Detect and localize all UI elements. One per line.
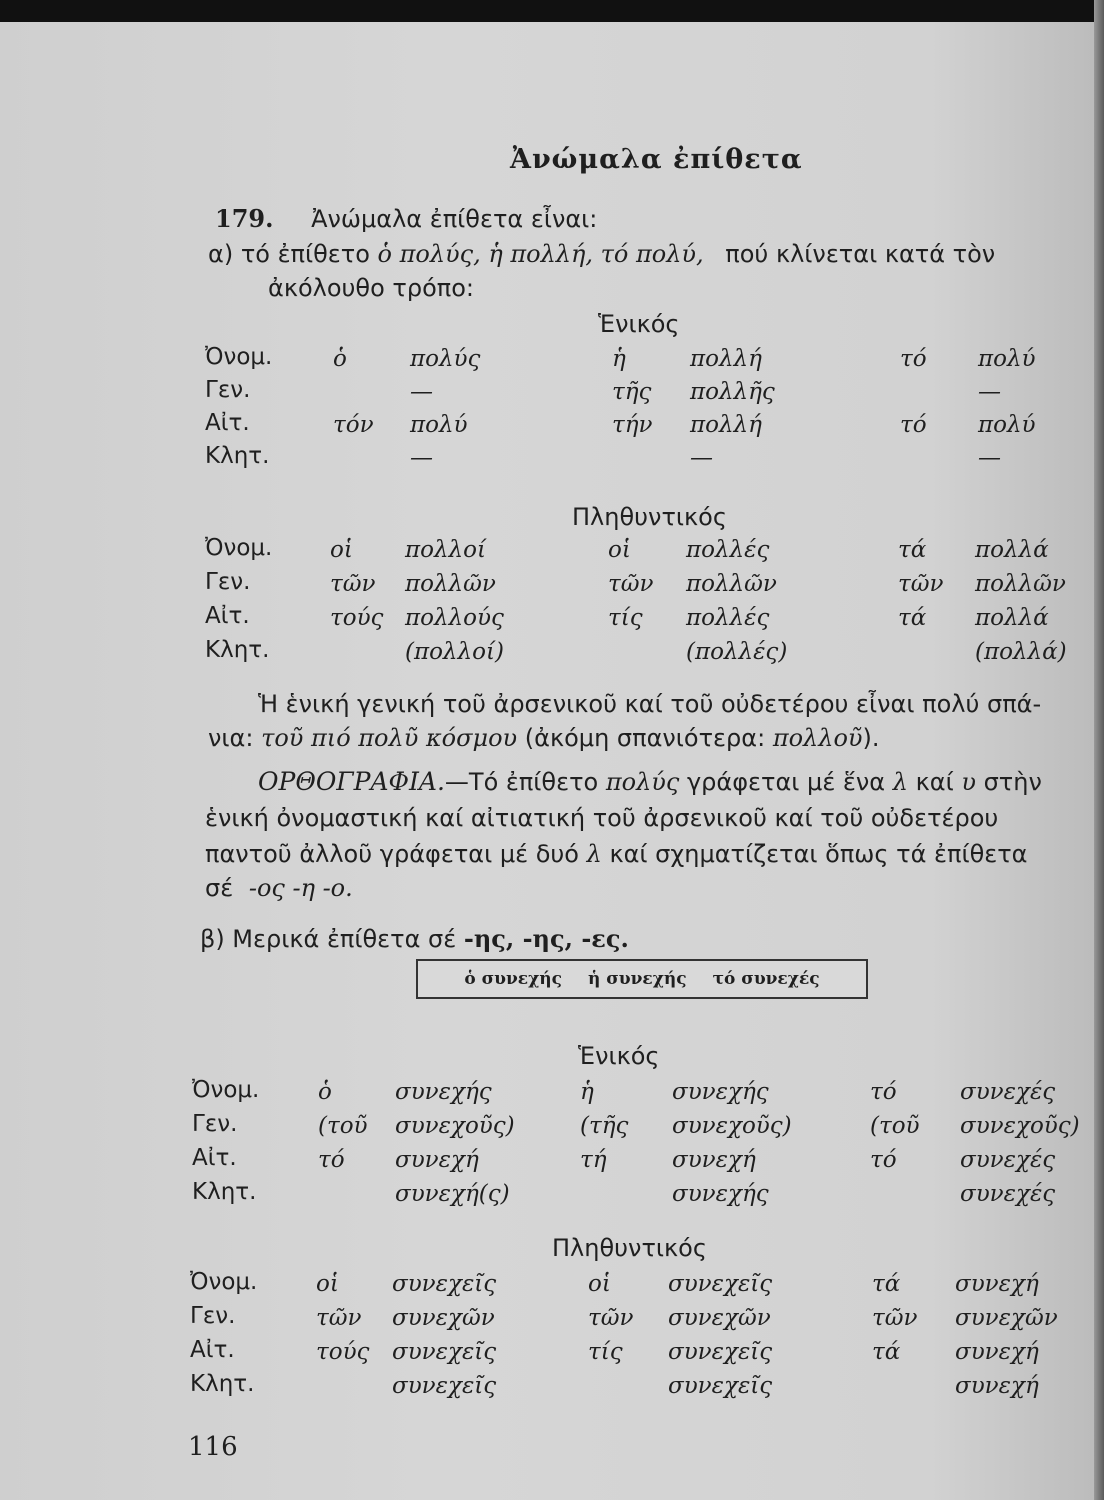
scan-top-edge [0,0,1104,22]
ortho-line1-a: —Τό ἐπίθετο [444,768,599,796]
page-number: 116 [188,1432,238,1462]
form-cell: συνεχή [672,1147,756,1173]
item-a-line1 [208,240,995,268]
box-masculine: ὁ συνεχής [464,969,562,989]
form-cell: — [978,445,1001,471]
form-cell: συνεχῶν [668,1305,771,1331]
ortho-line4-a: σέ [205,874,234,902]
article-cell: ἡ [580,1079,594,1105]
form-cell: συνεχές [960,1079,1056,1105]
ortho-line1-c: γράφεται μέ ἕνα [686,768,886,796]
form-cell: συνεχοῦς) [960,1113,1080,1139]
item-b-endings: -ης, -ης, -ες. [463,924,629,953]
form-cell: συνεχοῦς) [672,1113,792,1139]
article-cell: οἱ [316,1271,339,1297]
article-cell: τό [870,1079,897,1105]
form-cell: πολλῶν [405,571,496,597]
article-cell: τό [900,346,927,372]
row-label: Γεν. [205,377,251,403]
row-label: Γεν. [205,569,251,595]
row-label: Γεν. [190,1303,236,1329]
note-rare-form: πολλοῦ [772,724,863,752]
row-label: Κλητ. [192,1179,257,1205]
paradigm-box [416,959,868,999]
item-a-rest: πού κλίνεται κατά τὸν [725,240,996,268]
article-cell: τῶν [316,1305,362,1331]
article-cell: τά [872,1271,901,1297]
form-cell: πολλές [686,605,770,631]
row-label: Αἰτ. [192,1145,237,1171]
form-cell: συνεχεῖς [392,1373,497,1399]
form-cell: πολλή [690,412,762,438]
ortho-line2: ἑνική ὀνομαστική καί αἰτιατική τοῦ ἀρσενικοῦ καί τοῦ οὐδετέρου [205,804,999,832]
form-cell: συνεχής [672,1079,769,1105]
item-a-line2: ἀκόλουθο τρόπο: [268,274,475,302]
row-label: Ὀνομ. [192,1077,260,1103]
ortho-line4 [205,874,353,902]
article-cell: τίς [588,1339,623,1365]
section-intro-text: Ἀνώμαλα ἐπίθετα εἶναι: [311,205,598,233]
ortho-label: ΟΡΘΟΓΡΑΦΙΑ. [258,767,445,796]
article-cell: τά [872,1339,901,1365]
article-cell: τό [900,412,927,438]
form-cell: συνεχή [395,1147,479,1173]
form-cell: πολύ [410,412,468,438]
article-cell: (τοῦ [318,1113,368,1139]
article-cell: τίς [608,605,643,631]
book-page [0,22,1094,1500]
row-label: Αἰτ. [205,410,250,436]
article-cell: τή [580,1147,607,1173]
row-label: Γεν. [192,1111,238,1137]
article-cell: τό [318,1147,345,1173]
form-cell: — [690,445,713,471]
form-cell: — [978,379,1001,405]
note-line2-e: ). [862,724,880,752]
article-cell: τῶν [898,571,944,597]
article-cell: ὁ [318,1079,332,1105]
form-cell: συνεχεῖς [668,1271,773,1297]
form-cell: πολύ [978,346,1036,372]
form-cell: συνεχεῖς [392,1339,497,1365]
form-cell: συνεχής [672,1181,769,1207]
form-cell: συνεχεῖς [668,1373,773,1399]
page-title: Ἀνώμαλα ἐπίθετα [510,144,803,175]
article-cell: τά [898,605,927,631]
ortho-line1-e: καί [915,768,954,796]
form-cell: (πολλά) [975,639,1067,665]
note-line2 [208,724,880,752]
article-cell: (τοῦ [870,1113,920,1139]
book-spine-shadow [1094,0,1104,1500]
row-label: Κλητ. [190,1371,255,1397]
form-cell: συνεχές [960,1181,1056,1207]
article-cell: τῆς [612,379,652,405]
row-label: Αἰτ. [190,1337,235,1363]
form-cell: πολλῆς [690,379,775,405]
form-cell: πολλούς [405,605,504,631]
form-cell: (πολλές) [686,639,788,665]
article-cell: οἱ [330,537,353,563]
row-label: Ὀνομ. [190,1269,258,1295]
form-cell: πολλές [686,537,770,563]
form-cell: συνεχή [955,1373,1039,1399]
form-cell: πολλοί [405,537,486,563]
table2-singular-heading: Ἑνικός [578,1042,660,1070]
article-cell: (τῆς [580,1113,629,1139]
ortho-line3-b: λ [586,840,602,868]
article-cell: ὁ [333,346,347,372]
article-cell: τούς [330,605,384,631]
form-cell: πολύ [978,412,1036,438]
row-label: Κλητ. [205,637,270,663]
ortho-line1-f: υ [961,768,976,796]
item-a-prefix: α) τό ἐπίθετο [208,240,370,268]
form-cell: πολλή [690,346,762,372]
row-label: Αἰτ. [205,603,250,629]
article-cell: τήν [612,412,653,438]
item-b-text: β) Μερικά ἐπίθετα σέ [200,925,457,953]
form-cell: — [410,379,433,405]
ortho-line1 [258,767,1042,796]
section-number: 179. [215,204,274,233]
article-cell: τό [870,1147,897,1173]
table1-plural-heading: Πληθυντικός [572,503,727,531]
form-cell: συνεχῶν [955,1305,1058,1331]
section-intro [215,204,597,233]
article-cell: τῶν [872,1305,918,1331]
item-b-line [200,924,629,953]
form-cell: συνεχή [955,1271,1039,1297]
box-neuter: τό συνεχές [712,969,820,989]
article-cell: οἱ [588,1271,611,1297]
note-line2-a: νια: [208,724,254,752]
ortho-line1-g: στὴν [983,768,1042,796]
row-label: Ὀνομ. [205,535,273,561]
row-label: Κλητ. [205,443,270,469]
table1-singular-heading: Ἑνικός [598,310,680,338]
box-feminine: ἡ συνεχής [587,969,687,989]
form-cell: (πολλοί) [405,639,504,665]
article-cell: οἱ [608,537,631,563]
ortho-line1-d: λ [892,768,908,796]
ortho-line1-b: πολύς [605,768,680,796]
note-example: τοῦ πιό πολῦ κόσμου [261,724,518,752]
form-cell: συνεχοῦς) [395,1113,515,1139]
form-cell: — [410,445,433,471]
form-cell: πολλά [975,537,1049,563]
form-cell: συνεχῶν [392,1305,495,1331]
form-cell: πολύς [410,346,481,372]
article-cell: τόν [333,412,374,438]
form-cell: πολλῶν [975,571,1066,597]
form-cell: συνεχή [955,1339,1039,1365]
form-cell: συνεχές [960,1147,1056,1173]
ortho-endings: -ος -η -ο. [248,874,353,902]
row-label: Ὀνομ. [205,344,273,370]
article-cell: τῶν [330,571,376,597]
form-cell: συνεχεῖς [668,1339,773,1365]
form-cell: πολλῶν [686,571,777,597]
ortho-line3-c: καί σχηματίζεται ὅπως τά ἐπίθετα [609,840,1028,868]
article-cell: τούς [316,1339,370,1365]
form-cell: συνεχή(ς) [395,1181,510,1207]
item-a-forms: ὁ πολύς, ἡ πολλή, τό πολύ, [377,240,704,268]
form-cell: πολλά [975,605,1049,631]
ortho-line3-a: παντοῦ ἀλλοῦ γράφεται μέ δυό [205,840,579,868]
ortho-line3 [205,840,1028,868]
note-line1: Ἡ ἑνική γενική τοῦ ἀρσενικοῦ καί τοῦ οὐδετέρου εἶναι πολύ σπά- [258,690,1042,718]
article-cell: τά [898,537,927,563]
form-cell: συνεχεῖς [392,1271,497,1297]
article-cell: τῶν [588,1305,634,1331]
article-cell: τῶν [608,571,654,597]
article-cell: ἡ [612,346,626,372]
form-cell: συνεχής [395,1079,492,1105]
note-line2-c: (ἀκόμη σπανιότερα: [524,724,766,752]
table2-plural-heading: Πληθυντικός [552,1234,707,1262]
